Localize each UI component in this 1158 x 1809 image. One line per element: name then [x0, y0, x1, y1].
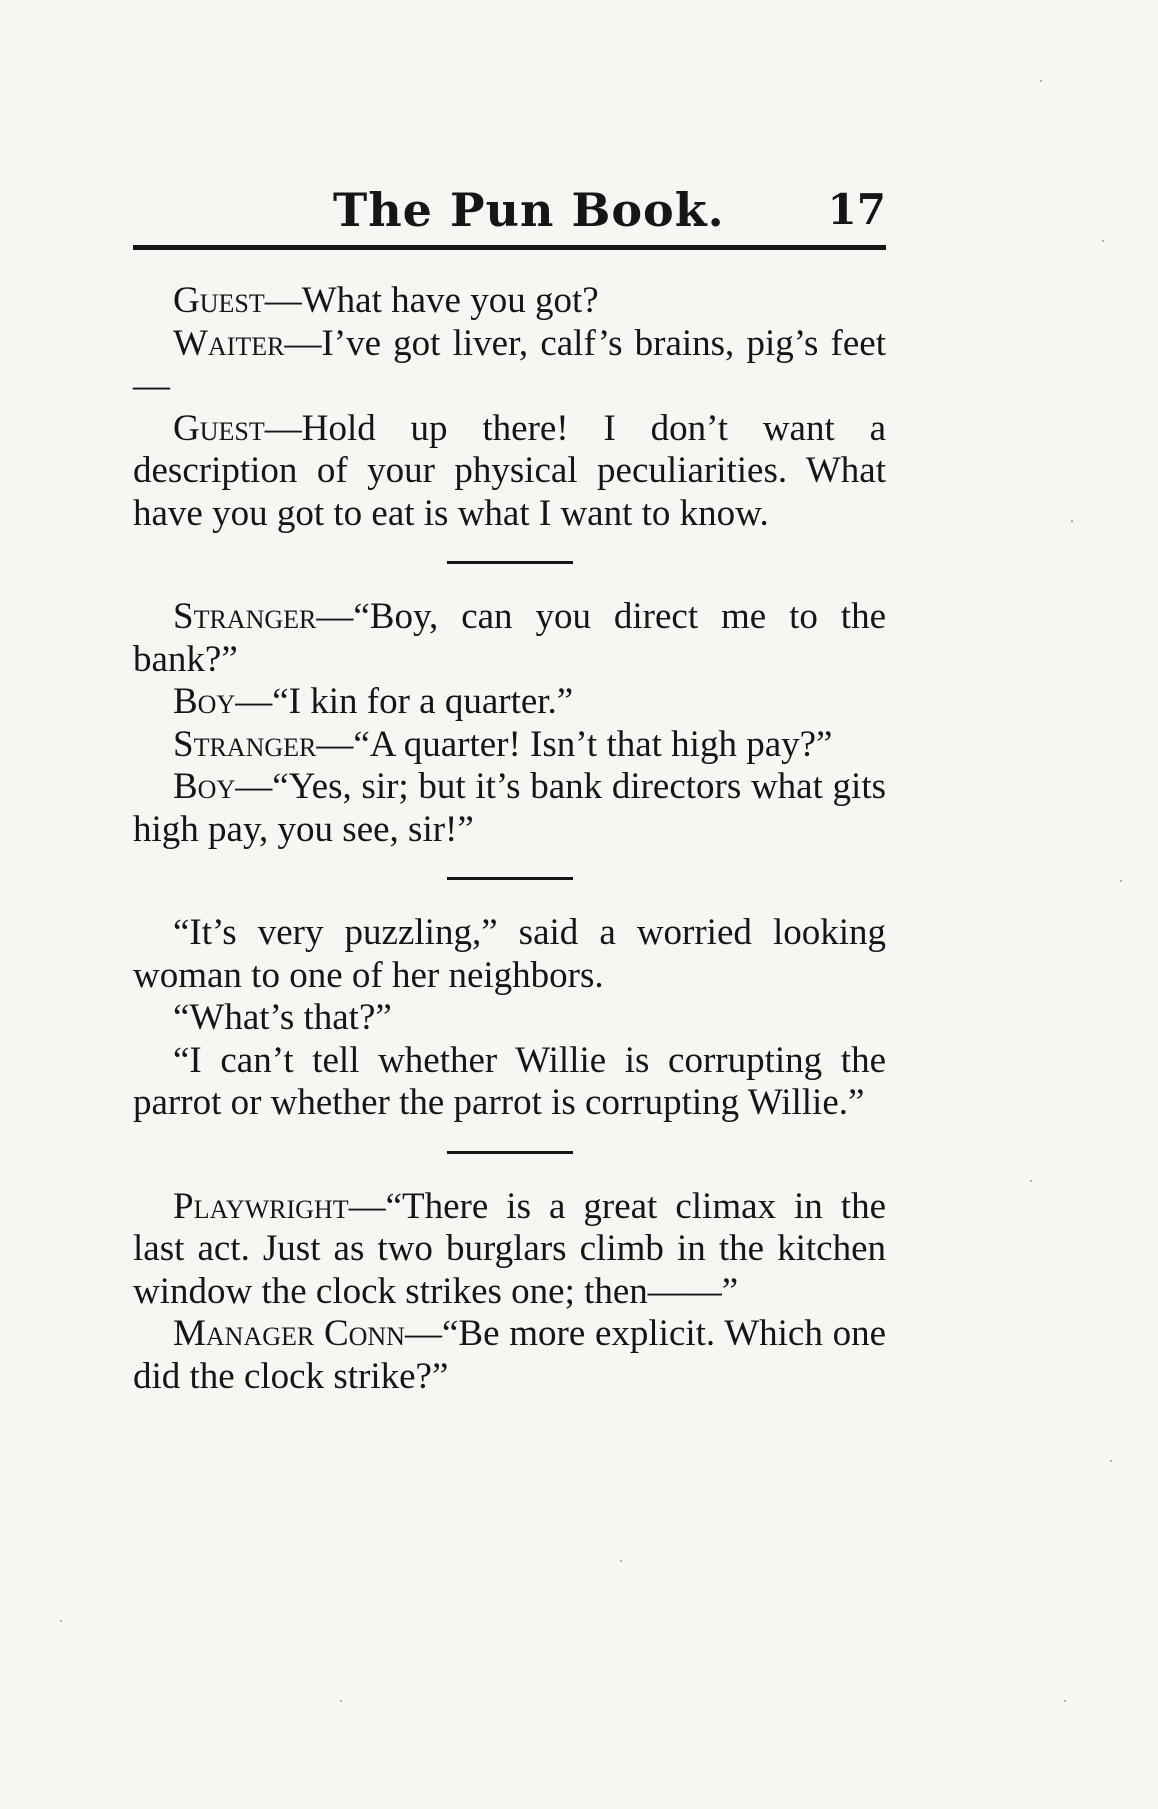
paper-speck — [340, 1700, 342, 1702]
header-rule — [133, 245, 886, 250]
dialogue-paragraph — [133, 1186, 886, 1314]
dialogue-paragraph — [133, 681, 886, 724]
dialogue-text: —“A quarter! Isn’t that high pay?” — [316, 723, 833, 765]
paper-speck — [1030, 1180, 1032, 1182]
speaker-name: Stranger — [173, 723, 317, 765]
dialogue-paragraph — [133, 408, 886, 536]
running-title: The Pun Book. — [333, 183, 725, 237]
book-page — [133, 180, 886, 1397]
dialogue-paragraph — [133, 596, 886, 681]
speaker-name: Waiter — [173, 322, 285, 364]
page-header — [133, 180, 886, 240]
dialogue-text: —“Boy, can you direct me to the bank?” — [133, 596, 886, 680]
speaker-name: Playwright — [173, 1185, 349, 1227]
dialogue-text: “I can’t tell whether Willie is corrupting the parrot or whether the parrot is corrupting Willie.” — [133, 1039, 886, 1123]
dialogue-paragraph — [133, 323, 886, 408]
dialogue-text: —Hold up there! I don’t want a description of your physical peculiarities. What have you got to eat is what I want to know. — [133, 407, 886, 534]
speaker-name: Boy — [173, 681, 236, 722]
speaker-name: Manager Conn — [173, 1313, 405, 1354]
page-number: 17 — [827, 185, 886, 234]
joke-section — [133, 280, 886, 535]
page-body — [133, 280, 886, 1398]
paper-speck — [60, 1620, 62, 1622]
dialogue-text: —“I kin for a quarter.” — [235, 681, 574, 722]
dialogue-paragraph — [133, 766, 886, 851]
paper-speck — [1102, 240, 1104, 242]
dialogue-text: —“There is a great climax in the last act. Just as two burglars climb in the kitchen window the clock strikes one; then——” — [133, 1185, 886, 1312]
dialogue-paragraph — [133, 997, 886, 1040]
joke-section — [133, 912, 886, 1125]
speaker-name: Guest — [173, 407, 265, 449]
dialogue-paragraph — [133, 280, 886, 323]
dialogue-text: “It’s very puzzling,” said a worried looking woman to one of her neighbors. — [133, 912, 886, 996]
dialogue-text: —What have you got? — [264, 280, 599, 321]
dialogue-paragraph — [133, 912, 886, 997]
joke-section — [133, 1186, 886, 1399]
paper-speck — [1071, 520, 1073, 522]
dialogue-text: —“Yes, sir; but it’s bank directors what gits high pay, you see, sir!” — [133, 766, 886, 850]
paper-speck — [1110, 1460, 1112, 1462]
paper-speck — [620, 1560, 622, 1562]
speaker-name: Guest — [173, 280, 265, 321]
dialogue-paragraph — [133, 724, 886, 767]
speaker-name: Boy — [173, 766, 236, 807]
section-divider — [447, 561, 573, 564]
dialogue-text: —“Be more explicit. Which one did the clock strike?” — [133, 1313, 886, 1397]
dialogue-paragraph — [133, 1313, 886, 1398]
section-divider — [447, 1151, 573, 1154]
paper-speck — [1064, 1700, 1066, 1702]
dialogue-paragraph — [133, 1040, 886, 1125]
dialogue-text: —I’ve got liver, calf’s brains, pig’s feet— — [133, 322, 886, 406]
section-divider — [447, 877, 573, 880]
paper-speck — [1120, 880, 1122, 882]
joke-section — [133, 596, 886, 851]
paper-speck — [1040, 80, 1042, 82]
speaker-name: Stranger — [173, 596, 317, 637]
dialogue-text: “What’s that?” — [173, 997, 392, 1038]
